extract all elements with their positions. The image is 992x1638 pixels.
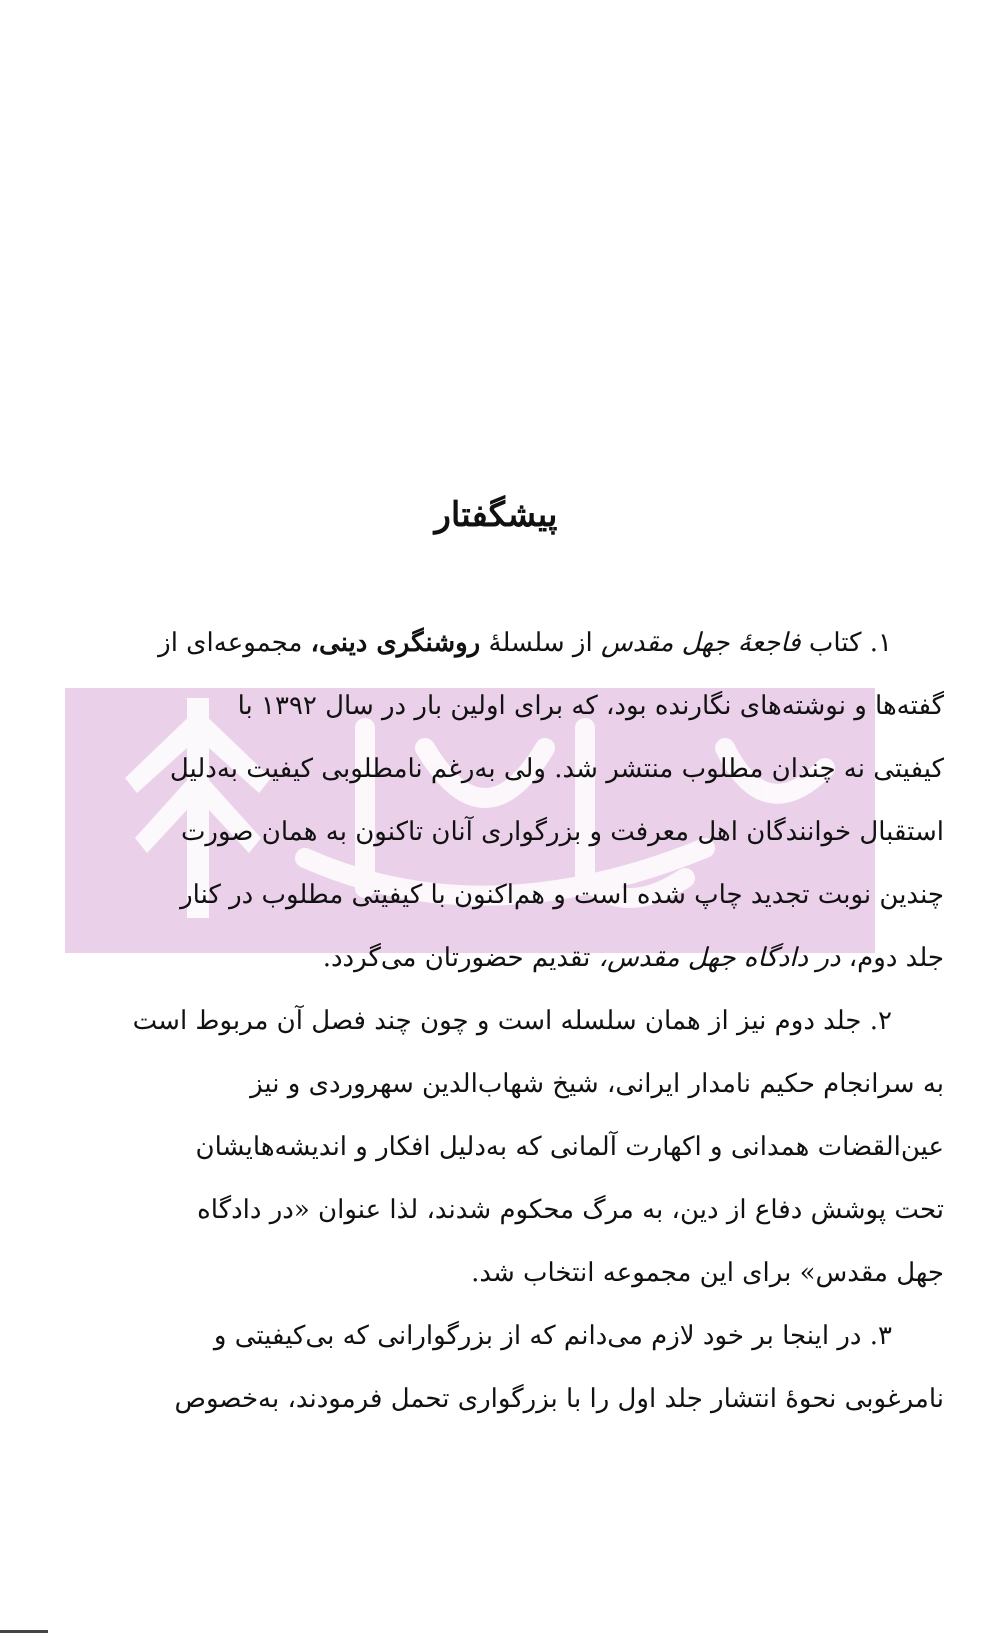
text-segment: نامرغوبی نحوهٔ انتشار جلد اول را با بزرگواری تحمل فرمودند، به‌خصوص [174, 1384, 944, 1414]
paragraph-1-line-5 [112, 864, 944, 927]
paragraph-2-line-5 [112, 1242, 944, 1305]
text-segment: ۲. جلد دوم نیز از همان سلسله است و چون چند فصل آن مربوط است [132, 1006, 892, 1036]
text-segment: تحت پوشش دفاع از دین، به مرگ محکوم شدند، لذا عنوان «در دادگاه [197, 1195, 944, 1225]
text-segment: استقبال خوانندگان اهل معرفت و بزرگواری آنان تاکنون به همان صورت [180, 817, 944, 847]
text-segment: چندین نوبت تجدید چاپ شده است و هم‌اکنون با کیفیتی مطلوب در کنار [180, 880, 944, 910]
paragraph-3-line-1 [112, 1305, 944, 1368]
text-segment: ۳. در اینجا بر خود لازم می‌دانم که از بزرگوارانی که بی‌کیفیتی و [213, 1321, 892, 1351]
body-text [112, 612, 944, 1431]
text-segment: از سلسلهٔ [480, 628, 601, 658]
text-segment: ۱. کتاب [800, 628, 892, 658]
paragraph-1-line-2 [112, 675, 944, 738]
edge-mark [0, 1630, 48, 1633]
paragraph-1-line-4 [112, 801, 944, 864]
paragraph-2-line-4 [112, 1179, 944, 1242]
text-segment: روشنگری دینی، [310, 628, 481, 658]
text-segment: گفته‌ها و نوشته‌های نگارنده بود، که برای اولین بار در سال ۱۳۹۲ با [237, 691, 944, 721]
paragraph-1-line-3 [112, 738, 944, 801]
text-segment: جهل مقدس» برای این مجموعه انتخاب شد. [471, 1258, 944, 1288]
page-title: پیشگفتار [434, 495, 558, 535]
paragraph-2-line-2 [112, 1053, 944, 1116]
text-segment: به سرانجام حکیم نامدار ایرانی، شیخ شهاب‌الدین سهروردی و نیز [250, 1069, 944, 1099]
text-segment: کیفیتی نه چندان مطلوب منتشر شد. ولی به‌رغم نامطلوبی کیفیت به‌دلیل [169, 754, 944, 784]
text-segment: عین‌القضات همدانی و اکهارت آلمانی که به‌دلیل افکار و اندیشه‌هایشان [195, 1132, 944, 1162]
paragraph-2-line-3 [112, 1116, 944, 1179]
text-segment: مجموعه‌ای از [158, 628, 311, 658]
text-segment: فاجعهٔ جهل مقدس [600, 628, 801, 658]
paragraph-1-line-6 [112, 927, 944, 990]
text-segment: تقدیم حضورتان می‌گردد. [322, 943, 599, 973]
text-segment: جلد دوم، [840, 943, 944, 973]
paragraph-3-line-2 [112, 1368, 944, 1431]
paragraph-2-line-1 [112, 990, 944, 1053]
text-segment: در دادگاه جهل مقدس، [598, 943, 841, 973]
paragraph-1-line-1 [112, 612, 944, 675]
